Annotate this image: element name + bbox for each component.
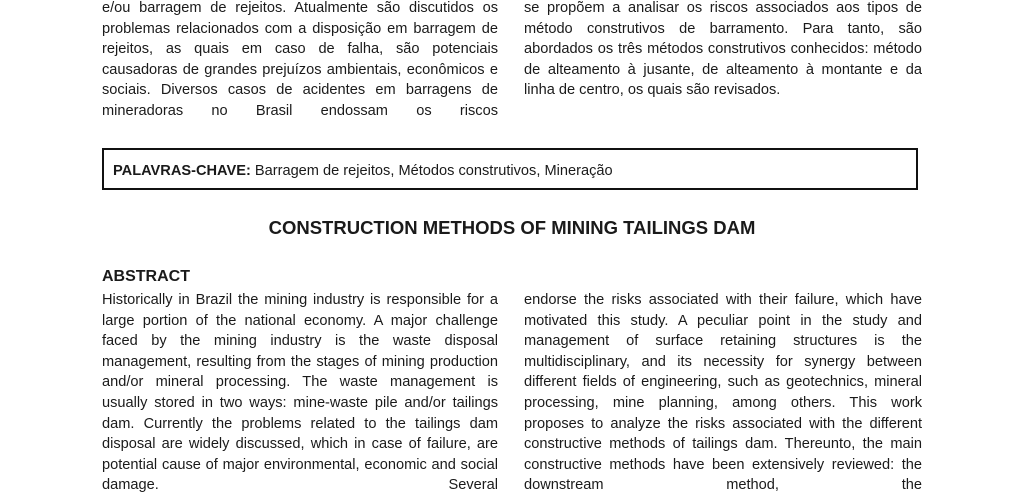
abstract-heading: ABSTRACT bbox=[102, 268, 190, 285]
resumo-left-column bbox=[102, 0, 498, 122]
abstract-left-column bbox=[102, 290, 498, 496]
resumo-right-text: se propõem a analisar os riscos associados aos tipos de método construtivos de barramento. Para tanto, são abordados os três métodos construtivos conhecidos: método de alteamento à jusante, de alteamento à montante e da linha de centro, os quais são revisados. bbox=[524, 0, 922, 99]
resumo-right-column bbox=[524, 0, 922, 101]
abstract-left-text: Historically in Brazil the mining industry is responsible for a large portion of the national economy. A major challenge faced by the mining industry is the waste disposal management, resulting from the stages of mining production and/or mineral processing. The waste management is usually stored in two ways: mine-waste pile and/or tailings dam. Currently the problems related to the tailings dam disposal are widely discussed, which in case of failure, are potential cause of major environmental, economic and social damage. Several bbox=[102, 292, 498, 494]
abstract-right-column bbox=[524, 290, 922, 496]
keywords-label: PALAVRAS-CHAVE: bbox=[113, 163, 251, 179]
keywords-text: Barragem de rejeitos, Métodos construtivos, Mineração bbox=[250, 163, 613, 179]
resumo-left-text: e/ou barragem de rejeitos. Atualmente são discutidos os problemas relacionados com a disposição em barragem de rejeitos, as quais em caso de falha, são potenciais causadoras de grandes prejuízos ambientais, econômicos e sociais. Diversos casos de acidentes em barragens de mineradoras no Brasil endossam os riscos bbox=[102, 0, 498, 119]
english-title: CONSTRUCTION METHODS OF MINING TAILINGS DAM bbox=[268, 217, 756, 238]
keywords-box bbox=[102, 148, 918, 190]
abstract-right-text: endorse the risks associated with their failure, which have motivated this study. A peculiar point in the study and management of surface retaining structures is the multidisciplinary, and its necessity for synergy between different fields of engineering, such as geotechnics, mineral processing, mine planning, among others. This work proposes to analyze the risks associated with the different constructive methods of tailings dam. Thereunto, the main constructive methods have been extensively reviewed: the downstream method, the bbox=[524, 292, 922, 494]
